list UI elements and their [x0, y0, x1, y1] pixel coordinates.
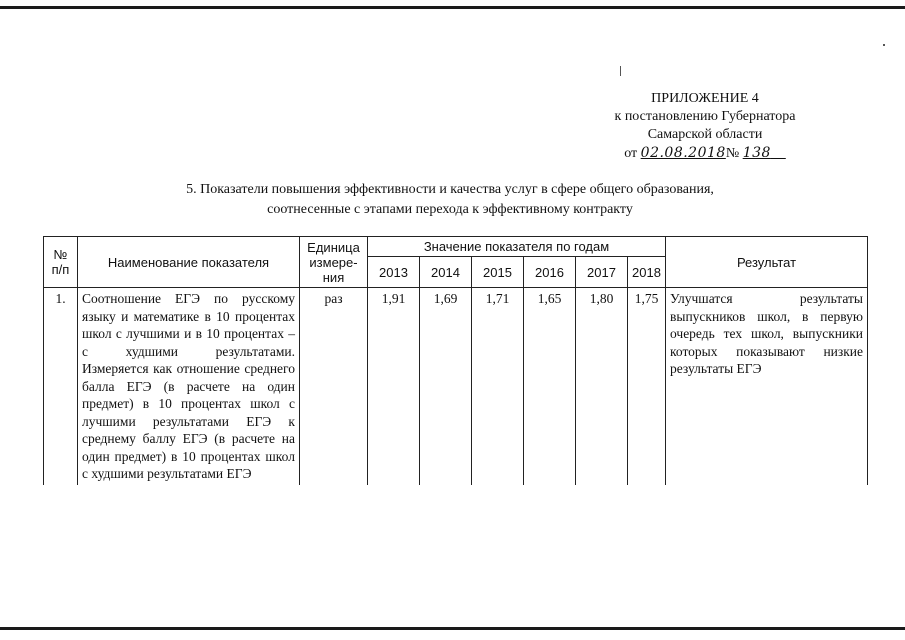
row-number: 1.	[44, 288, 78, 485]
header-number: № п/п	[44, 237, 78, 288]
row-value-2014: 1,69	[420, 288, 472, 485]
header-year: 2014	[420, 257, 472, 288]
header-year: 2018	[628, 257, 666, 288]
date-prefix: от	[624, 146, 638, 161]
header-result: Результат	[666, 237, 868, 288]
appendix-decree-line: к постановлению Губернатора	[614, 109, 796, 124]
handwritten-date: 02.08.2018	[640, 145, 726, 161]
title-line-2: соотнесенные с этапами перехода к эффективному контракту	[267, 202, 633, 217]
indicators-table	[43, 236, 868, 485]
scan-bottom-border	[0, 627, 905, 630]
number-prefix: №	[725, 146, 740, 161]
row-value-2018: 1,75	[628, 288, 666, 485]
header-values-group: Значение показателя по годам	[368, 237, 666, 257]
scan-speck	[620, 66, 621, 76]
appendix-heading: ПРИЛОЖЕНИЕ 4	[651, 91, 759, 106]
header-year: 2016	[524, 257, 576, 288]
row-value-2017: 1,80	[576, 288, 628, 485]
header-year: 2017	[576, 257, 628, 288]
scan-speck	[883, 44, 885, 46]
date-underline	[771, 145, 786, 161]
appendix-date-line	[624, 144, 786, 163]
header-row-1	[44, 237, 868, 257]
row-value-2016: 1,65	[524, 288, 576, 485]
row-unit: раз	[300, 288, 368, 485]
row-value-2015: 1,71	[472, 288, 524, 485]
document-title	[120, 180, 780, 220]
appendix-region-line: Самарской области	[647, 127, 763, 142]
scan-top-border	[0, 6, 905, 9]
handwritten-number: 138	[742, 145, 771, 161]
table-row	[44, 288, 868, 485]
row-result: Улучшатся результаты выпускников школ, в первую очередь тех школ, выпускники которых показывают низкие результаты ЕГЭ	[666, 288, 868, 485]
header-name: Наименование показателя	[78, 237, 300, 288]
row-indicator-name: Соотношение ЕГЭ по русскому языку и математике в 10 процентах школ с лучшими и в 10 процентах – с худшими результатами. Измеряется как отношение среднего балла ЕГЭ (в расчете на один предмет) в 10 процентах школ с лучшими результатами ЕГЭ к среднему баллу ЕГЭ (в расчете на один предмет) в 10 процентах школ с худшими результатами ЕГЭ	[78, 288, 300, 485]
appendix-block	[560, 90, 850, 163]
row-value-2013: 1,91	[368, 288, 420, 485]
header-year: 2013	[368, 257, 420, 288]
title-line-1: 5. Показатели повышения эффективности и качества услуг в сфере общего образования,	[186, 182, 714, 197]
header-year: 2015	[472, 257, 524, 288]
header-unit: Единица измере-ния	[300, 237, 368, 288]
